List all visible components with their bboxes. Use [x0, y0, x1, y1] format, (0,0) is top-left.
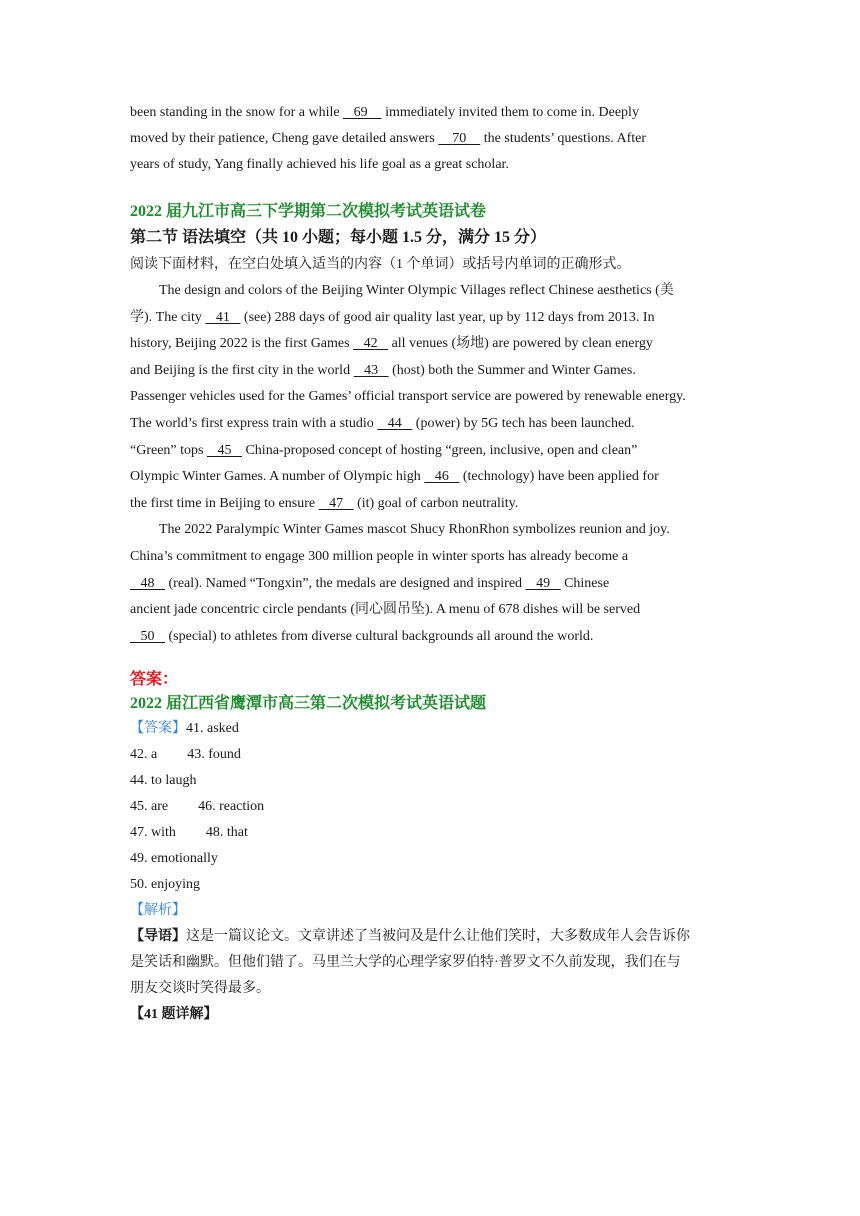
text-line: “Green” tops 45 China-proposed concept of hosting “green, inclusive, open and clean” [130, 442, 638, 458]
text-line: 学). The city 41 (see) 288 days of good air quality last year, up by 112 days from 2013. In [130, 309, 655, 325]
blank-48: 48 [140, 575, 155, 591]
section-heading: 第二节 语法填空（共 10 小题；每小题 1.5 分，满分 15 分） [130, 229, 547, 246]
text-line: ancient jade concentric circle pendants (同心圆吊坠). A menu of 678 dishes will be served [130, 602, 641, 618]
question-41-detail-tag: 【41 题详解】 [130, 1007, 218, 1023]
blank-44: 44 [387, 415, 402, 431]
blank-50: 50 [140, 628, 155, 644]
text-line: Passenger vehicles used for the Games’ official transport service are powered by renewable energy. [130, 389, 686, 405]
analysis-tag: 【解析】 [130, 903, 186, 919]
text-line [130, 100, 736, 126]
previous-passage-end [130, 100, 736, 178]
guide-line: 朋友交谈时笑得最多。 [130, 981, 270, 997]
blank-43: 43 [364, 362, 379, 378]
answer-line: 49. emotionally [130, 851, 218, 867]
guide-line: 是笑话和幽默。但他们错了。马里兰大学的心理学家罗伯特·普罗文不久前发现，我们在与 [130, 955, 681, 971]
answer-line: 44. to laugh [130, 773, 197, 789]
instruction: 阅读下面材料，在空白处填入适当的内容（1 个单词）或括号内单词的正确形式。 [130, 257, 631, 272]
text-line: China’s commitment to engage 300 million people in winter sports has already become a [130, 548, 629, 564]
answer-tag: 【答案】 [130, 721, 186, 737]
text-segment: the students’ questions. After [480, 131, 647, 146]
blank-47: 47 [329, 495, 344, 511]
blank-49: 49 [536, 575, 551, 591]
blank-42: 42 [363, 336, 378, 352]
text-line: history, Beijing 2022 is the first Games 42 all venues (场地) are powered by clean energy [130, 336, 653, 352]
text-line: and Beijing is the first city in the world 43 (host) both the Summer and Winter Games. [130, 362, 636, 378]
text-line: The 2022 Paralympic Winter Games mascot Shucy RhonRhon symbolizes reunion and joy. [159, 522, 670, 538]
text-line: the first time in Beijing to ensure 47 (it) goal of carbon neutrality. [130, 495, 519, 511]
exam-title: 2022 届九江市高三下学期第二次模拟考试英语试卷 [130, 203, 487, 220]
text-segment: been standing in the snow for a while [130, 105, 344, 120]
text-line: 50 (special) to athletes from diverse cultural backgrounds all around the world. [130, 624, 736, 651]
document-page [130, 100, 736, 1028]
passage-paragraph-1 [130, 278, 736, 517]
blank-46: 46 [434, 469, 449, 485]
answer-line: 45. are 46. reaction [130, 799, 265, 815]
answer-line: 【答案】41. asked [130, 721, 239, 737]
text-line [130, 126, 736, 152]
blank-70: 70 [452, 131, 467, 146]
text-line: years of study, Yang finally achieved his life goal as a great scholar. [130, 157, 509, 172]
guide-tag: 【导语】 [130, 929, 186, 945]
answer-line: 50. enjoying [130, 877, 200, 893]
text-segment: immediately invited them to come in. Deeply [381, 105, 639, 120]
answer-label: 答案： [130, 671, 179, 689]
blank-69: 69 [353, 105, 368, 120]
answer-line: 47. with 48. that [130, 825, 248, 841]
text-segment: moved by their patience, Cheng gave detailed answers [130, 131, 439, 146]
text-line: 48 (real). Named “Tongxin”, the medals are designed and inspired 49 Chinese [130, 571, 736, 598]
text-line: The world’s first express train with a studio 44 (power) by 5G tech has been launched. [130, 415, 635, 431]
text-line: The design and colors of the Beijing Winter Olympic Villages reflect Chinese aesthetics (美 [159, 283, 674, 298]
passage-paragraph-2 [130, 517, 736, 650]
answer-source-title: 2022 届江西省鹰潭市高三第二次模拟考试英语试题 [130, 695, 487, 713]
guide-line: 【导语】这是一篇议论文。文章讲述了当被问及是什么让他们笑时，大多数成年人会告诉你 [130, 929, 690, 945]
answer-line: 42. a 43. found [130, 747, 241, 763]
blank-41: 41 [215, 309, 230, 325]
blank-45: 45 [217, 442, 232, 458]
text-line: Olympic Winter Games. A number of Olympic high 46 (technology) have been applied for [130, 469, 659, 485]
answer-list [130, 716, 736, 1028]
